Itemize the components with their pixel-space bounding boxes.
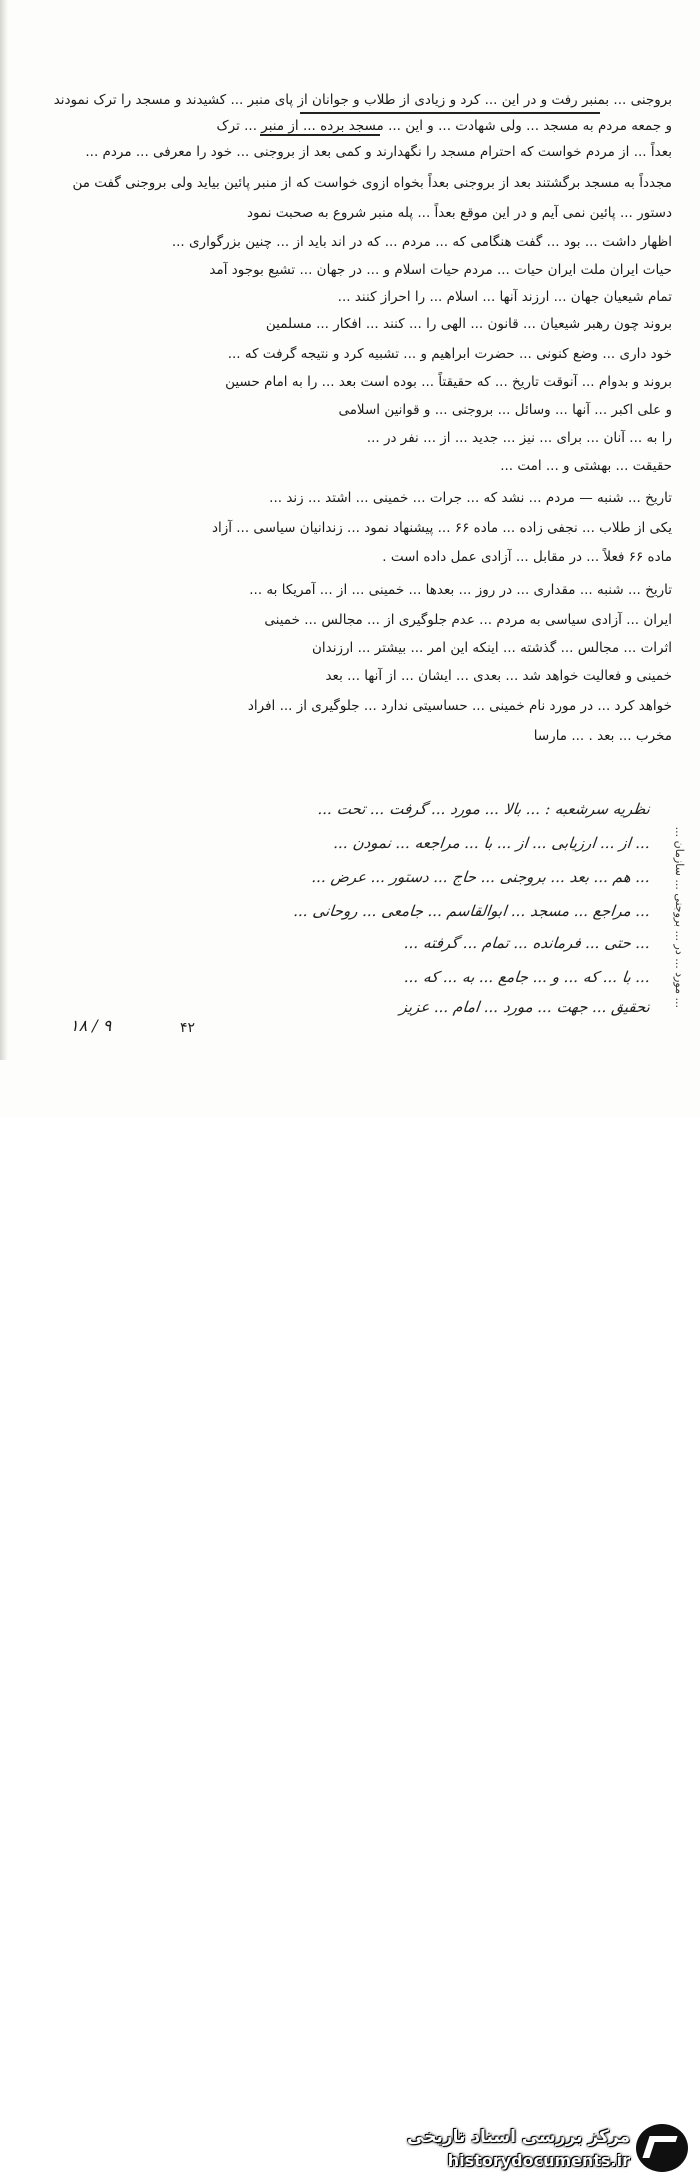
watermark-footer [0,1060,700,2170]
typed-line: بعداً ... از مردم خواست که احترام مسجد را نگهدارند و کمی بعد از بروجنی ... خود را معرفی ... مردم ... [85,144,672,160]
typed-line: حیات ایران ملت ایران حیات ... مردم حیات اسلام و ... در جهان ... تشیع بوجود آمد [209,262,672,278]
handwritten-underline [300,112,600,114]
typed-line: و جمعه مردم به مسجد ... ولی شهادت ... و این ... مسجد برده ... از منبر ... ترک [216,118,672,134]
typed-line: تمام شیعیان جهان ... ارزند آنها ... اسلام ... را احراز کنند ... [337,289,672,305]
typed-line: و علی اکبر ... آنها ... وسائل ... بروجنی ... و قوانین اسلامی [338,402,672,418]
margin-note-text: ... مورد ... در ... بروجنی ... سازمان ... [673,826,686,1008]
margin-note [656,808,686,1008]
typed-line: خواهد کرد ... در مورد نام خمینی ... حساسیتی ندارد ... جلوگیری از ... افراد [247,698,672,714]
handwritten-line: تحقیق ... جهت ... مورد ... امام ... عزیز [398,998,651,1016]
scan-edge [0,0,8,1117]
typed-line: خمینی و فعالیت خواهد شد ... بعدی ... ایشان ... از آنها ... بعد [325,668,672,684]
typed-line: مجدداً به مسجد برگشتند بعد از بروجنی بعداً بخواه ازوی خواست که از منبر پائین بیاید ولی بروجنی گفت من [72,175,672,191]
typed-line: بروند و بدوام ... آنوقت تاریخ ... که حقیقتاً ... بوده است بعد ... را به امام حسین [225,374,672,390]
handwritten-line: ... هم ... بعد ... بروجنی ... حاج ... دستور ... عرض ... [310,868,651,886]
typed-line: تاریخ ... شنبه ... مقداری ... در روز ... بعدها ... خمینی ... از ... آمریکا به ... [249,582,672,598]
typed-line: بروند چون رهبر شیعیان ... قانون ... الهی را ... کنند ... افکار ... مسلمین [265,316,672,332]
handwritten-date: ۱۸ / ۹ [70,1016,112,1035]
typed-line: ماده ۶۶ فعلاً ... در مقابل ... آزادی عمل داده است . [382,549,672,565]
watermark-title: مرکز بررسی اسناد تاریخی [407,2127,630,2147]
typed-line: یکی از طلاب ... نجفی زاده ... ماده ۶۶ ... پیشنهاد نمود ... زندانیان سیاسی ... آزاد [211,520,672,536]
handwritten-line: ... با ... که ... و ... جامع ... به ... که ... [403,968,651,986]
typed-line: بروجنی ... بمنبر رفت و در این ... کرد و زیادی از طلاب و جوانان از پای منبر ... کشیدند و مسجد را ترک نمودند [53,92,672,108]
typed-line: تاریخ ... شنبه — مردم ... نشد که ... جرات ... خمینی ... اشتد ... زند ... [269,490,672,506]
handwritten-underline [260,134,380,136]
typed-line: دستور ... پائین نمی آیم و در این موقع بعداً ... پله منبر شروع به صحبت نمود [246,205,672,221]
handwritten-line: ... حتی ... فرمانده ... تمام ... گرفته ... [403,934,651,952]
handwritten-line: ... مراجع ... مسجد ... ابوالقاسم ... جامعی ... روحانی ... [292,902,651,920]
document-stack-logo-icon [636,2124,688,2172]
typed-line: اثرات ... مجالس ... گذشته ... اینکه این امر ... بیشتر ... ارزندان [312,640,672,656]
handwritten-year: ۴۲ [180,1020,196,1036]
typed-line: مخرب ... بعد . ... مارسا [533,728,672,744]
logo-sheet-inner [649,2142,676,2158]
handwritten-line: نظریه سرشعبه : ... بالا ... مورد ... گرفت ... تحت ... [316,800,651,818]
typed-line: ایران ... آزادی سیاسی به مردم ... عدم جلوگیری از ... مجالس ... خمینی [264,612,672,628]
typed-report-body [40,88,672,848]
handwritten-line: ... از ... ارزیابی ... از ... با ... مراجعه ... نمودن ... [332,834,651,852]
watermark-url: historydocuments.ir [447,2151,630,2170]
typed-line: را به ... آنان ... برای ... نیز ... جدید ... از ... نفر در ... [366,430,672,446]
typed-line: حقیقت ... بهشتی و ... امت ... [500,458,672,474]
typed-line: اظهار داشت ... بود ... گفت هنگامی که ... مردم ... که در اند باید از ... چنین بزرگواری ... [171,234,672,250]
typed-line: خود داری ... وضع کنونی ... حضرت ابراهیم و ... تشبیه کرد و نتیجه گرفت که ... [227,346,672,362]
